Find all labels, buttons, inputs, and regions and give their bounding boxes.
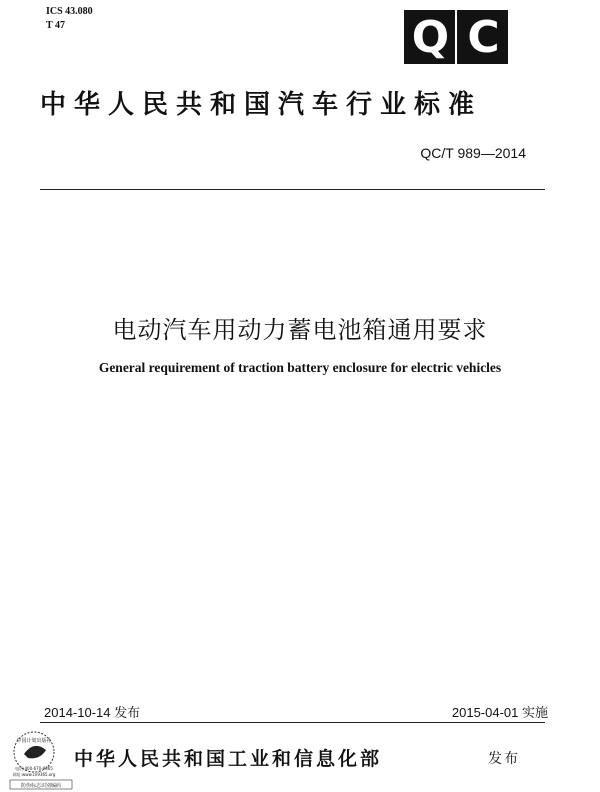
- stamp-line-3: 网址:www.cn9365.org: [12, 772, 56, 777]
- publish-label: 发布: [488, 751, 520, 767]
- anti-counterfeit-stamp-icon: [4, 728, 78, 790]
- document-title-chinese: 电动汽车用动力蓄电池箱通用要求: [112, 316, 488, 344]
- classification-code: T 47: [46, 20, 65, 31]
- publisher-name: 中华人民共和国工业和信息化部: [74, 748, 383, 770]
- issuing-standard-body: 中华人民共和国汽车行业标准: [40, 90, 483, 120]
- stamp-line-4: 防伪标志识别编码: [20, 783, 62, 789]
- standard-number: QC/T 989—2014: [420, 145, 526, 161]
- document-title-english: General requirement of traction battery enclosure for electric vehicles: [98, 360, 502, 375]
- issue-date: 2014-10-14 发布: [44, 705, 141, 720]
- logo-letter-q: Q: [404, 10, 455, 64]
- header-divider: [40, 189, 545, 190]
- implementation-date: 2015-04-01 实施: [451, 705, 548, 720]
- ics-code: ICS 43.080: [46, 6, 93, 17]
- stamp-line-2: 电话:400-670-9365: [15, 766, 53, 771]
- qc-logo: [404, 10, 508, 64]
- footer-divider: [40, 722, 545, 723]
- stamp-line-1: 中国计划出版社: [16, 738, 52, 744]
- logo-letter-c: C: [457, 10, 508, 64]
